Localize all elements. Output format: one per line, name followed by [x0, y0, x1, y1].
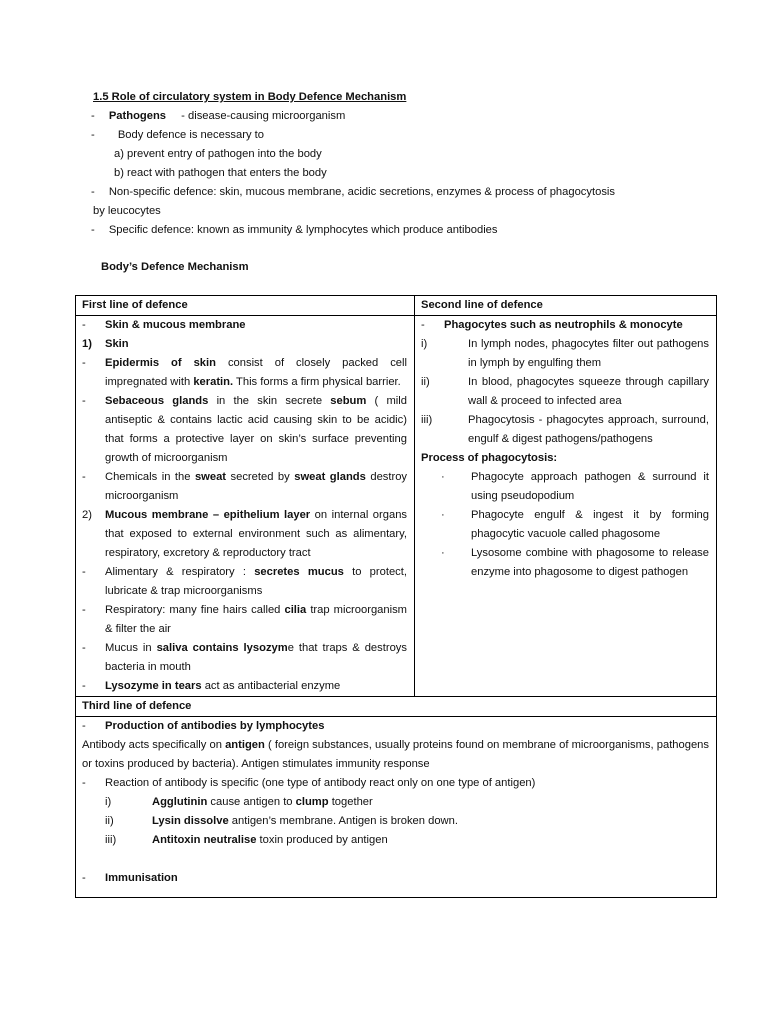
list-item — [421, 335, 709, 373]
bullet-marker: · — [441, 471, 445, 483]
lymph-nodes-text: In lymph nodes, phagocytes filter out pathogens in lymph by engulfing them — [468, 338, 709, 369]
nonspecific-line — [91, 183, 615, 202]
epidermis-text — [105, 354, 407, 392]
antigen-term: antigen — [225, 739, 265, 751]
chemicals-desc-a: Chemicals in the — [105, 471, 191, 483]
dash-marker: - — [421, 319, 425, 331]
list-item — [82, 316, 407, 335]
antibody-paragraph — [82, 736, 709, 774]
saliva-text — [105, 639, 407, 677]
list-item — [421, 468, 709, 506]
saliva-desc-a: Mucus in — [105, 642, 152, 654]
pathogens-term: Pathogens — [108, 110, 167, 122]
dash-marker: - — [82, 357, 86, 369]
list-item — [82, 774, 709, 793]
second-line-cell — [415, 316, 717, 697]
list-item — [82, 335, 407, 354]
tears-desc: act as antibacterial enzyme — [204, 680, 341, 692]
list-item — [421, 411, 709, 449]
lysin-desc: antigen’s membrane. Antigen is broken down. — [231, 815, 458, 827]
specific-text: Specific defence: known as immunity & lymphocytes which produce antibodies — [108, 224, 498, 236]
dash-marker: - — [82, 604, 86, 616]
dash-marker: - — [82, 777, 86, 789]
sebum-term: sebum — [330, 395, 367, 407]
epidermis-desc-a: consist of closely packed cell impregnated with — [105, 357, 407, 388]
skin-label: Skin — [105, 338, 129, 350]
list-item — [82, 812, 709, 831]
roman-marker: ii) — [105, 815, 114, 827]
dash-marker: - — [91, 224, 95, 236]
agglutinin-term: Agglutinin — [152, 796, 208, 808]
dash-marker: - — [82, 642, 86, 654]
sebaceous-desc-a: in the skin secrete — [216, 395, 323, 407]
list-item — [421, 544, 709, 582]
dash-marker: - — [91, 110, 95, 122]
mucous-desc: on internal organs that exposed to external environment such as alimentary, respiratory, excretory & reproductory tract — [105, 509, 408, 559]
alimentary-desc-a: Alimentary & respiratory : — [105, 566, 246, 578]
chemicals-desc-b: secreted by — [230, 471, 290, 483]
list-item — [82, 869, 709, 888]
blood-text: In blood, phagocytes squeeze through capillary wall & proceed to infected area — [468, 376, 709, 407]
antibody-desc-a: Antibody acts specifically on — [82, 739, 222, 751]
antitoxin-text — [152, 831, 388, 850]
list-item — [421, 506, 709, 544]
lysin-term: Lysin dissolve — [152, 815, 229, 827]
mucous-term: Mucous membrane – epithelium layer — [105, 509, 311, 521]
dash-marker: - — [82, 680, 86, 692]
sebaceous-term: Sebaceous glands — [105, 395, 209, 407]
cilia-term: cilia — [284, 604, 307, 616]
process-step-3: Lysosome combine with phagosome to release enzyme into phagosome to digest pathogen — [471, 547, 709, 578]
third-line-cell — [76, 717, 717, 898]
skin-mucous-label: Skin & mucous membrane — [105, 319, 246, 331]
process-step-1: Phagocyte approach pathogen & surround it using pseudopodium — [471, 471, 709, 502]
chemicals-text — [105, 468, 407, 506]
third-line-header: Third line of defence — [76, 697, 717, 717]
pathogens-definition: - disease-causing microorganism — [181, 110, 346, 122]
defence-table — [75, 295, 717, 898]
list-item — [82, 468, 407, 506]
respiratory-desc-a: Respiratory: many fine hairs called — [105, 604, 281, 616]
list-item — [82, 601, 407, 639]
nonspecific-text: Non-specific defence: skin, mucous membrane, acidic secretions, enzymes & process of phagocytosis — [108, 186, 615, 198]
nonspecific-continuation: by leucocytes — [93, 205, 161, 217]
saliva-term: saliva contains lysozym — [156, 642, 288, 654]
dash-marker: - — [82, 872, 86, 884]
first-line-header: First line of defence — [76, 296, 415, 316]
lysin-text — [152, 812, 458, 831]
spacer — [82, 850, 709, 869]
point-a: a) prevent entry of pathogen into the body — [114, 148, 322, 160]
dash-marker: - — [82, 471, 86, 483]
dash-marker: - — [91, 186, 95, 198]
agglutinin-desc-a: cause antigen to — [210, 796, 293, 808]
antitoxin-desc: toxin produced by antigen — [259, 834, 388, 846]
antitoxin-term: Antitoxin neutralise — [152, 834, 257, 846]
second-line-header: Second line of defence — [415, 296, 717, 316]
clump-term: clump — [295, 796, 329, 808]
phagocytosis-text: Phagocytosis - phagocytes approach, surround, engulf & digest pathogens/pathogens — [468, 414, 709, 445]
sweat-glands-term: sweat glands — [294, 471, 366, 483]
list-item — [82, 717, 709, 736]
saliva-desc-b: e that traps & destroys bacteria in mouth — [105, 642, 407, 673]
immunisation-label: Immunisation — [105, 872, 178, 884]
list-item — [421, 373, 709, 411]
alimentary-desc-b: to protect, lubricate & trap microorganisms — [105, 566, 407, 597]
list-item — [82, 354, 407, 392]
chemicals-desc-c: destroy microorganism — [105, 471, 408, 502]
roman-marker: i) — [105, 796, 112, 808]
list-item — [82, 793, 709, 812]
list-item — [82, 392, 407, 468]
production-label: Production of antibodies by lymphocytes — [105, 720, 325, 732]
roman-marker: i) — [421, 338, 428, 350]
pathogens-line — [91, 107, 345, 126]
table-header-row — [76, 296, 717, 316]
table-body-row — [76, 316, 717, 697]
dash-marker: - — [82, 395, 86, 407]
reaction-text: Reaction of antibody is specific (one type of antibody react only on one type of antigen) — [105, 777, 536, 789]
sweat-term: sweat — [194, 471, 227, 483]
mucous-text — [105, 506, 407, 563]
tears-term: Lysozyme in tears — [105, 680, 202, 692]
specific-line — [91, 221, 498, 240]
point-b: b) react with pathogen that enters the body — [114, 167, 327, 179]
epidermis-term: Epidermis of skin — [105, 357, 216, 369]
section-heading: 1.5 Role of circulatory system in Body Defence Mechanism — [93, 91, 407, 103]
tears-text — [105, 677, 407, 696]
number-marker: 1) — [82, 338, 92, 350]
respiratory-text — [105, 601, 407, 639]
phagocytes-label: Phagocytes such as neutrophils & monocyte — [444, 319, 683, 331]
list-item — [82, 831, 709, 850]
list-item — [421, 316, 709, 335]
third-header-row — [76, 697, 717, 717]
antibody-desc-b: ( foreign substances, usually proteins found on membrane of microorganisms, pathogens or toxins produced by bacteria). Antigen stimulates immunity response — [82, 739, 710, 770]
list-item — [82, 563, 407, 601]
sebaceous-text — [105, 392, 407, 468]
list-item — [82, 506, 407, 563]
dash-marker: - — [82, 566, 86, 578]
necessary-text: Body defence is necessary to — [117, 129, 264, 141]
secretes-mucus-term: secretes mucus — [254, 566, 344, 578]
process-step-2: Phagocyte engulf & ingest it by forming phagocytic vacuole called phagosome — [471, 509, 709, 540]
third-body-row — [76, 717, 717, 898]
bullet-marker: · — [441, 509, 445, 521]
roman-marker: iii) — [105, 834, 117, 846]
alimentary-text — [105, 563, 407, 601]
necessary-line — [91, 126, 264, 145]
agglutinin-desc-b: together — [331, 796, 373, 808]
dash-marker: - — [82, 720, 86, 732]
dash-marker: - — [91, 129, 95, 141]
respiratory-desc-b: trap microorganism & filter the air — [105, 604, 408, 635]
dash-marker: - — [82, 319, 86, 331]
first-line-cell — [76, 316, 415, 697]
bullet-marker: · — [441, 547, 445, 559]
keratin-term: keratin. — [193, 376, 234, 388]
list-item — [82, 639, 407, 677]
roman-marker: iii) — [421, 414, 433, 426]
subheading: Body’s Defence Mechanism — [101, 261, 249, 273]
process-heading: Process of phagocytosis: — [421, 452, 558, 464]
sebaceous-desc-b: ( mild antiseptic & contains lactic acid causing skin to be acidic) that forms a protective layer on skin’s surface preventing growth of microorganism — [105, 395, 407, 464]
roman-marker: ii) — [421, 376, 430, 388]
epidermis-desc-b: This forms a firm physical barrier. — [236, 376, 401, 388]
number-marker: 2) — [82, 509, 92, 521]
list-item — [82, 677, 407, 696]
agglutinin-text — [152, 793, 373, 812]
